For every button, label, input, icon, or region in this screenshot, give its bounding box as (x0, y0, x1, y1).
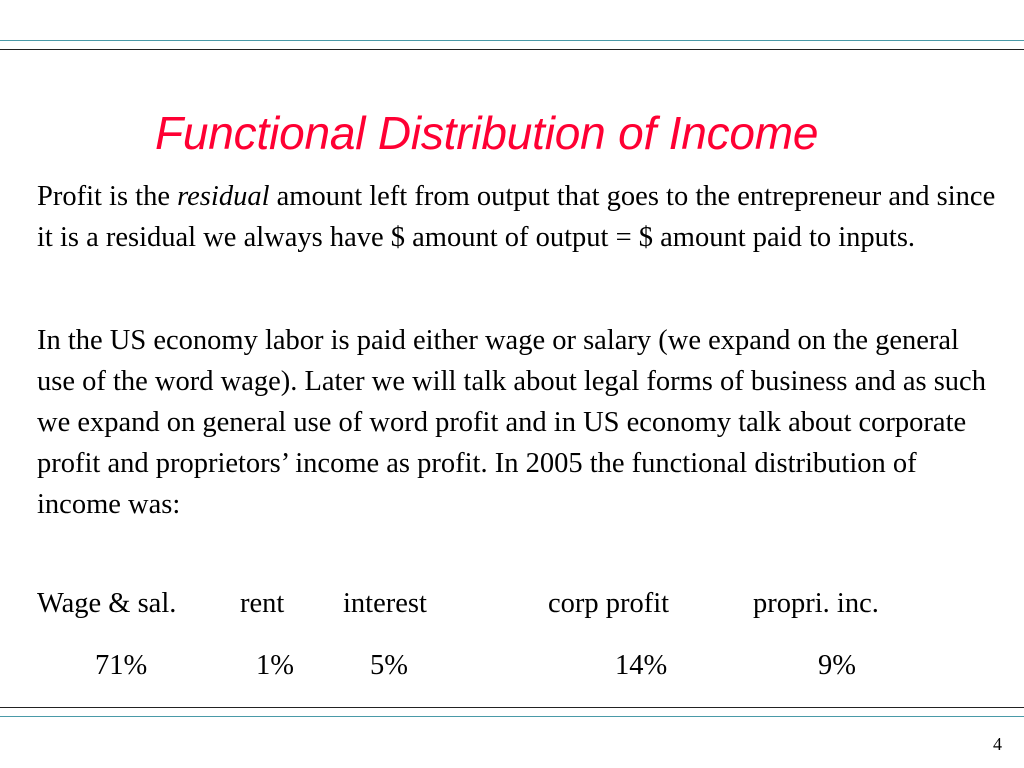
slide-title: Functional Distribution of Income (155, 107, 819, 159)
value-corp-profit: 14% (615, 650, 668, 681)
header-corp-profit: corp profit (548, 588, 670, 619)
paragraph-residual-emphasis: residual (177, 181, 270, 212)
value-interest: 5% (370, 650, 408, 681)
bottom-rule-accent (0, 716, 1024, 717)
paragraph-residual (37, 176, 997, 258)
paragraph-labor: In the US economy labor is paid either wage or salary (we expand on the general use of the word wage). Later we will talk about legal forms of business and as such we expand on general use of word profit and in US economy talk about corporate profit and proprietors’ income as profit. In 2005 the functional distribution of income was: (37, 325, 986, 520)
header-proprietors-income: propri. inc. (753, 588, 879, 619)
value-proprietors-income: 9% (818, 650, 856, 681)
header-rent: rent (240, 588, 285, 619)
value-rent: 1% (256, 650, 294, 681)
value-wage: 71% (95, 650, 148, 681)
top-rule-dark (0, 49, 1024, 50)
page-number: 4 (993, 734, 1002, 754)
bottom-rule-dark (0, 707, 1024, 708)
top-rule-accent (0, 40, 1024, 41)
paragraph-residual-start: Profit is the (37, 181, 178, 212)
header-interest: interest (343, 588, 427, 619)
header-wage: Wage & sal. (37, 588, 177, 619)
paragraph-residual-rest: amount left from output that goes to the entrepreneur and since it is a residual we always have $ amount of output = $ amount paid to inputs. (37, 181, 996, 253)
